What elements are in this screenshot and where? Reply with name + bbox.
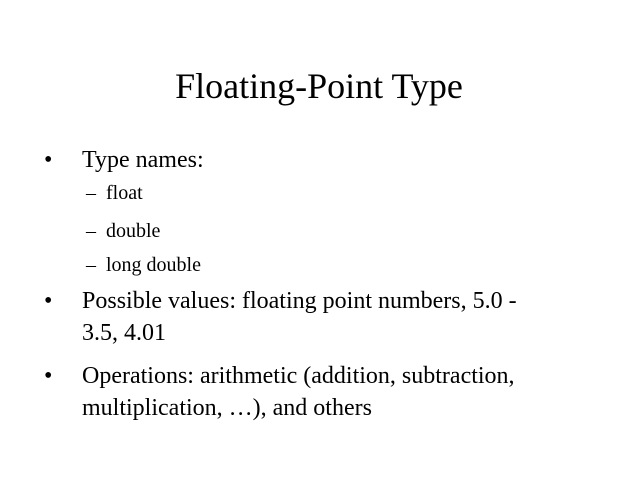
bullet-text-line-1: Operations: arithmetic (addition, subtraction,: [82, 363, 515, 389]
bullet-marker: •: [44, 363, 53, 389]
sub-item-marker: –: [86, 220, 96, 242]
sub-item-long-double: [86, 252, 486, 278]
sub-item-text: float: [106, 182, 143, 204]
bullet-marker: •: [44, 288, 53, 314]
bullet-type-names: [44, 145, 604, 176]
bullet-possible-values: [44, 286, 604, 350]
bullet-operations: [44, 361, 604, 425]
bullet-text: Type names:: [82, 147, 204, 173]
sub-item-text: double: [106, 220, 161, 242]
sub-item-marker: –: [86, 254, 96, 276]
sub-item-text: long double: [106, 254, 201, 276]
slide-title: Floating-Point Type: [175, 66, 463, 106]
bullet-text-line-2: multiplication, …), and others: [82, 395, 372, 421]
sub-item-float: [86, 180, 486, 206]
bullet-text-line-2: 3.5, 4.01: [82, 320, 166, 346]
sub-item-double: [86, 218, 486, 244]
bullet-marker: •: [44, 147, 53, 173]
bullet-text-line-1: Possible values: floating point numbers, 5.0 -: [82, 288, 517, 314]
sub-item-marker: –: [86, 182, 96, 204]
